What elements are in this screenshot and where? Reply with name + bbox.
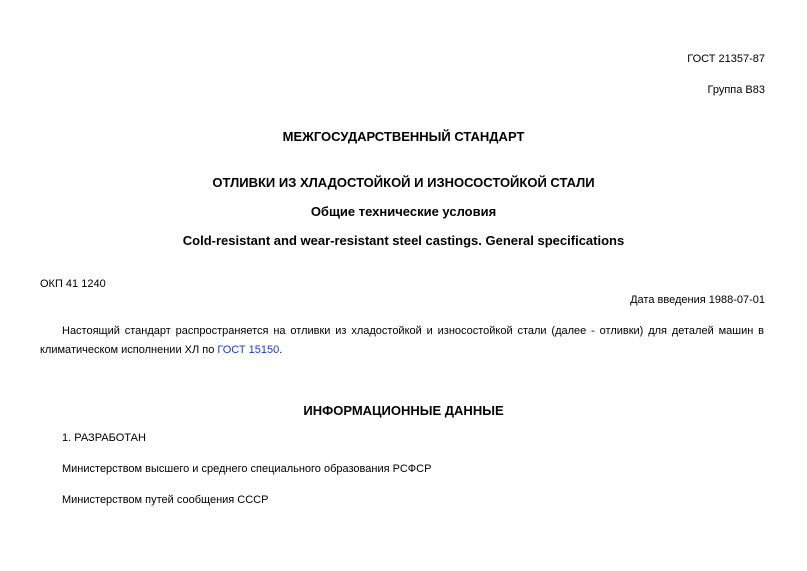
document-subtitle: Общие технические условия [310,204,497,219]
gost-15150-link[interactable]: ГОСТ 15150 [217,344,280,356]
standard-type-heading: МЕЖГОСУДАРСТВЕННЫЙ СТАНДАРТ [282,129,525,144]
okp-code: ОКП 41 1240 [40,278,106,290]
classification-group: Группа В83 [707,84,765,96]
developer-ministry-education: Министерством высшего и среднего специального образования РСФСР [62,463,432,475]
scope-text-end: . [279,344,283,356]
developed-by-label: 1. РАЗРАБОТАН [62,432,146,444]
document-title: ОТЛИВКИ ИЗ ХЛАДОСТОЙКОЙ И ИЗНОСОСТОЙКОЙ СТАЛИ [212,175,595,190]
scope-paragraph [40,322,764,360]
doc-code: ГОСТ 21357-87 [687,53,765,65]
introduction-date: Дата введения 1988-07-01 [630,294,765,306]
scope-text: Настоящий стандарт распространяется на отливки из хладостойкой и износостойкой стали (далее - отливки) для деталей машин в климатическом исполнении ХЛ по [40,325,764,356]
developer-ministry-railways: Министерством путей сообщения СССР [62,494,269,506]
info-heading: ИНФОРМАЦИОННЫЕ ДАННЫЕ [303,403,504,418]
document-title-english: Cold-resistant and wear-resistant steel castings. General specifications [182,233,625,248]
